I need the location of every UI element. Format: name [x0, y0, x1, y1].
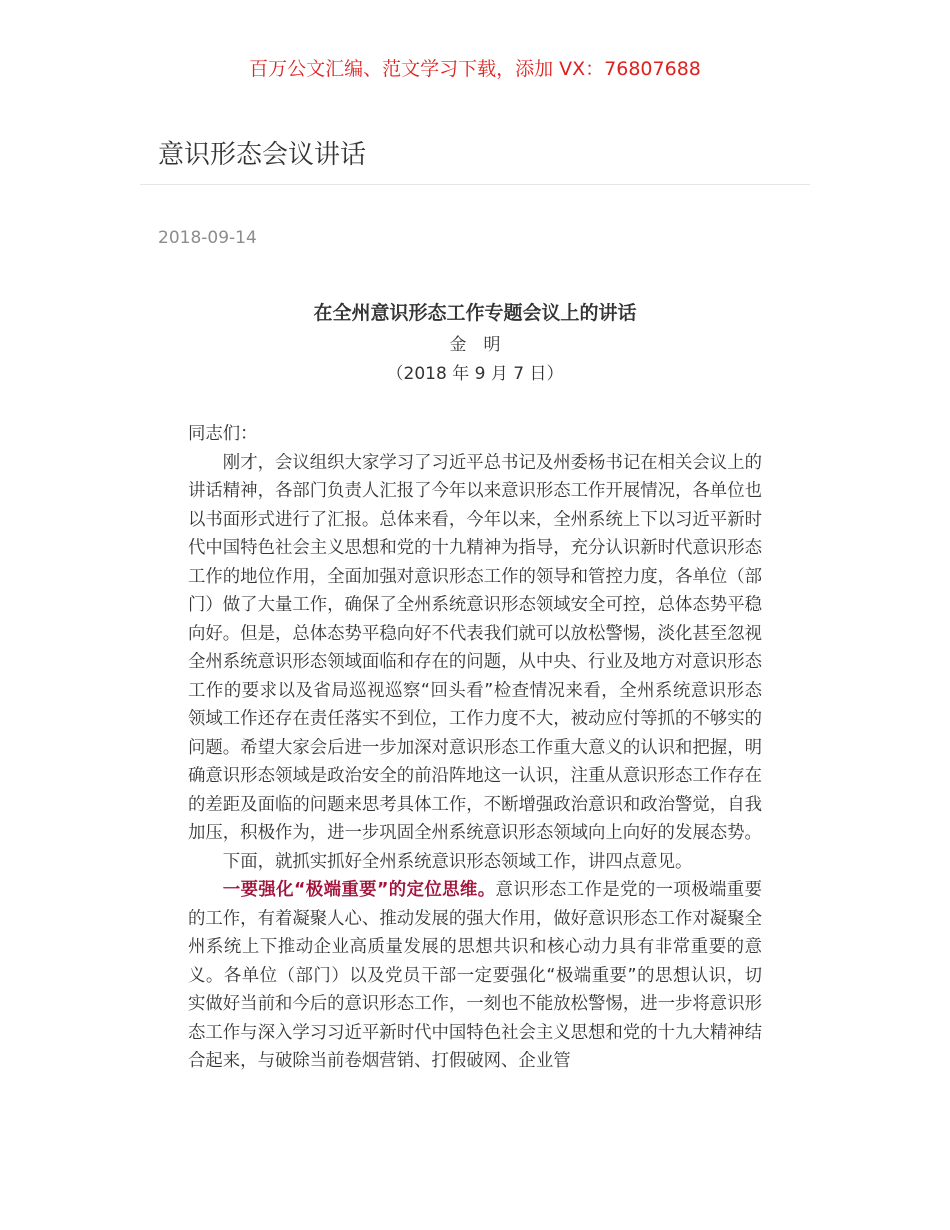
point-one-paragraph — [188, 876, 762, 1076]
promo-banner: 百万公文汇编、范文学习下载，添加 VX：76807688 — [249, 58, 701, 80]
salutation: 同志们： — [188, 424, 258, 444]
speech-date: （2018 年 9 月 7 日） — [386, 364, 564, 384]
body-paragraph: 刚才，会议组织大家学习了习近平总书记及州委杨书记在相关会议上的讲话精神，各部门负责人汇报了今年以来意识形态工作开展情况，各单位也以书面形式进行了汇报。总体来看，今年以来，全州系统上下以习近平新时代中国特色社会主义思想和党的十九精神为指导，充分认识新时代意识形态工作的地位作用，全面加强对意识形态工作的领导和管控力度，各单位（部门）做了大量工作，确保了全州系统意识形态领域安全可控，总体态势平稳向好。但是，总体态势平稳向好不代表我们就可以放松警惕，淡化甚至忽视全州系统意识形态领域面临和存在的问题，从中央、行业及地方对意识形态工作的要求以及省局巡视巡察“回头看”检查情况来看，全州系统意识形态领域工作还存在责任落实不到位，工作力度不大，被动应付等抓的不够实的问题。希望大家会后进一步加深对意识形态工作重大意义的认识和把握，明确意识形态领域是政治安全的前沿阵地这一认识，注重从意识形态工作存在的差距及面临的问题来思考具体工作，不断增强政治意识和政治警觉，自我加压，积极作为，进一步巩固全州系统意识形态领域向上向好的发展态势。 — [188, 452, 762, 843]
article-title: 意识形态会议讲话 — [158, 140, 367, 170]
speaker-name: 金 明 — [449, 335, 501, 355]
point-one-text: 意识形态工作是党的一项极端重要的工作，有着凝聚人心、推动发展的强大作用，做好意识形态工作对凝聚全州系统上下推动企业高质量发展的思想共识和核心动力具有非常重要的意义。各单位（部门）以及党员干部一定要强化“极端重要”的思想认识，切实做好当前和今后的意识形态工作，一刻也不能放松警惕，进一步将意识形态工作与深入学习习近平新时代中国特色社会主义思想和党的十九大精神结合起来，与破除当前卷烟营销、打假破网、企业管 — [188, 880, 762, 1071]
point-one-heading: 一要强化“极端重要”的定位思维。 — [222, 880, 496, 900]
article-body — [188, 420, 762, 1076]
speech-heading: 在全州意识形态工作专题会议上的讲话 — [313, 302, 637, 324]
body-paragraph: 下面，就抓实抓好全州系统意识形态领域工作，讲四点意见。 — [222, 851, 693, 872]
title-divider — [140, 184, 810, 185]
publish-date: 2018-09-14 — [158, 228, 257, 248]
